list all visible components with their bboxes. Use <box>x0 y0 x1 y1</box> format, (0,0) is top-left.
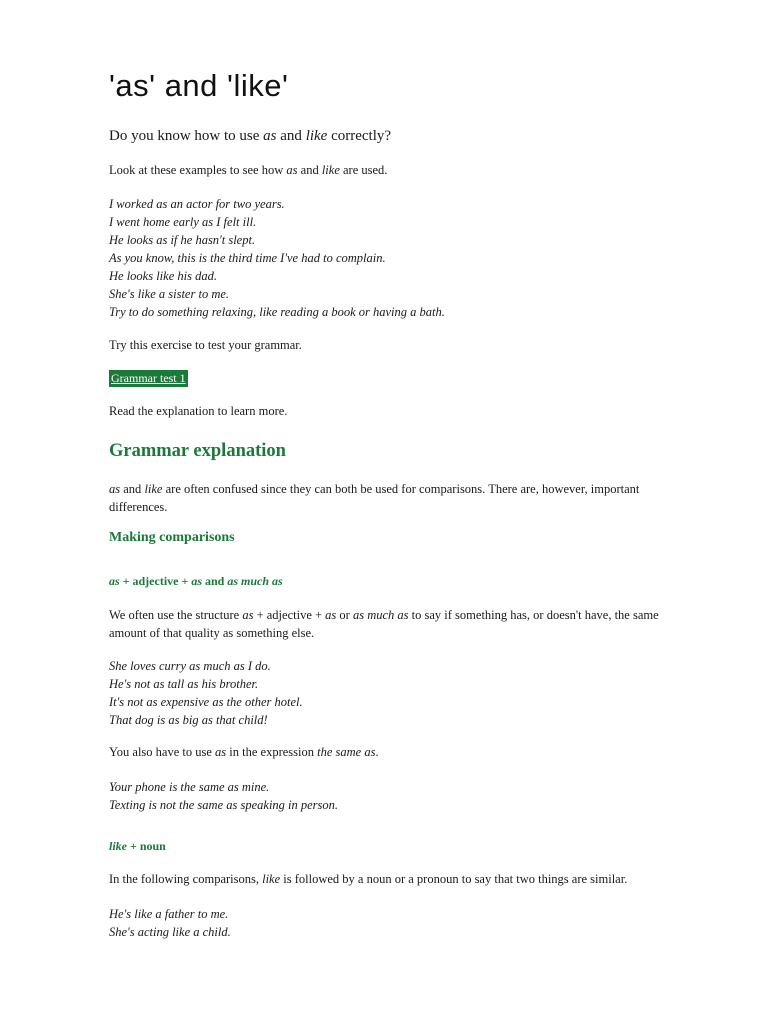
examples-list-3 <box>109 778 338 814</box>
examples-list-2 <box>109 657 303 729</box>
confused-paragraph: as and like are often confused since they can both be used for comparisons. There are, however, important differences. <box>109 482 640 514</box>
intro-question: Do you know how to use as and like correctly? <box>109 128 392 144</box>
example-sentence: He looks like his dad. <box>109 269 217 283</box>
like-noun-subheading: like + noun <box>109 839 166 853</box>
try-exercise-text: Try this exercise to test your grammar. <box>109 338 302 352</box>
example-sentence: It's not as expensive as the other hotel. <box>109 695 303 709</box>
look-paragraph: Look at these examples to see how as and like are used. <box>109 163 388 177</box>
examples-list-1 <box>109 195 445 321</box>
structure-paragraph: We often use the structure as + adjective + as or as much as to say if something has, or doesn't have, the same amount of that quality as something else. <box>109 608 659 640</box>
grammar-explanation-heading: Grammar explanation <box>109 441 286 461</box>
example-sentence: I went home early as I felt ill. <box>109 215 257 229</box>
grammar-test-link[interactable]: Grammar test 1 <box>111 371 186 385</box>
example-sentence: He's like a father to me. <box>109 907 229 921</box>
example-sentence: That dog is as big as that child! <box>109 713 268 727</box>
as-adjective-as-subheading: as + adjective + as and as much as <box>109 574 283 588</box>
example-sentence: Try to do something relaxing, like reading a book or having a bath. <box>109 305 445 319</box>
page-title: 'as' and 'like' <box>109 68 289 103</box>
making-comparisons-heading: Making comparisons <box>109 530 235 545</box>
example-sentence: Texting is not the same as speaking in person. <box>109 798 339 812</box>
example-sentence: She loves curry as much as I do. <box>109 659 271 673</box>
examples-list-4 <box>109 905 231 941</box>
example-sentence: She's acting like a child. <box>109 925 231 939</box>
example-sentence: Your phone is the same as mine. <box>109 780 270 794</box>
example-sentence: She's like a sister to me. <box>109 287 230 301</box>
same-as-paragraph: You also have to use as in the expression the same as. <box>109 745 379 759</box>
read-explanation-text: Read the explanation to learn more. <box>109 404 288 418</box>
example-sentence: I worked as an actor for two years. <box>109 197 285 211</box>
example-sentence: He's not as tall as his brother. <box>109 677 259 691</box>
example-sentence: He looks as if he hasn't slept. <box>109 233 256 247</box>
example-sentence: As you know, this is the third time I've had to complain. <box>109 251 386 265</box>
following-paragraph: In the following comparisons, like is followed by a noun or a pronoun to say that two things are similar. <box>109 872 628 886</box>
